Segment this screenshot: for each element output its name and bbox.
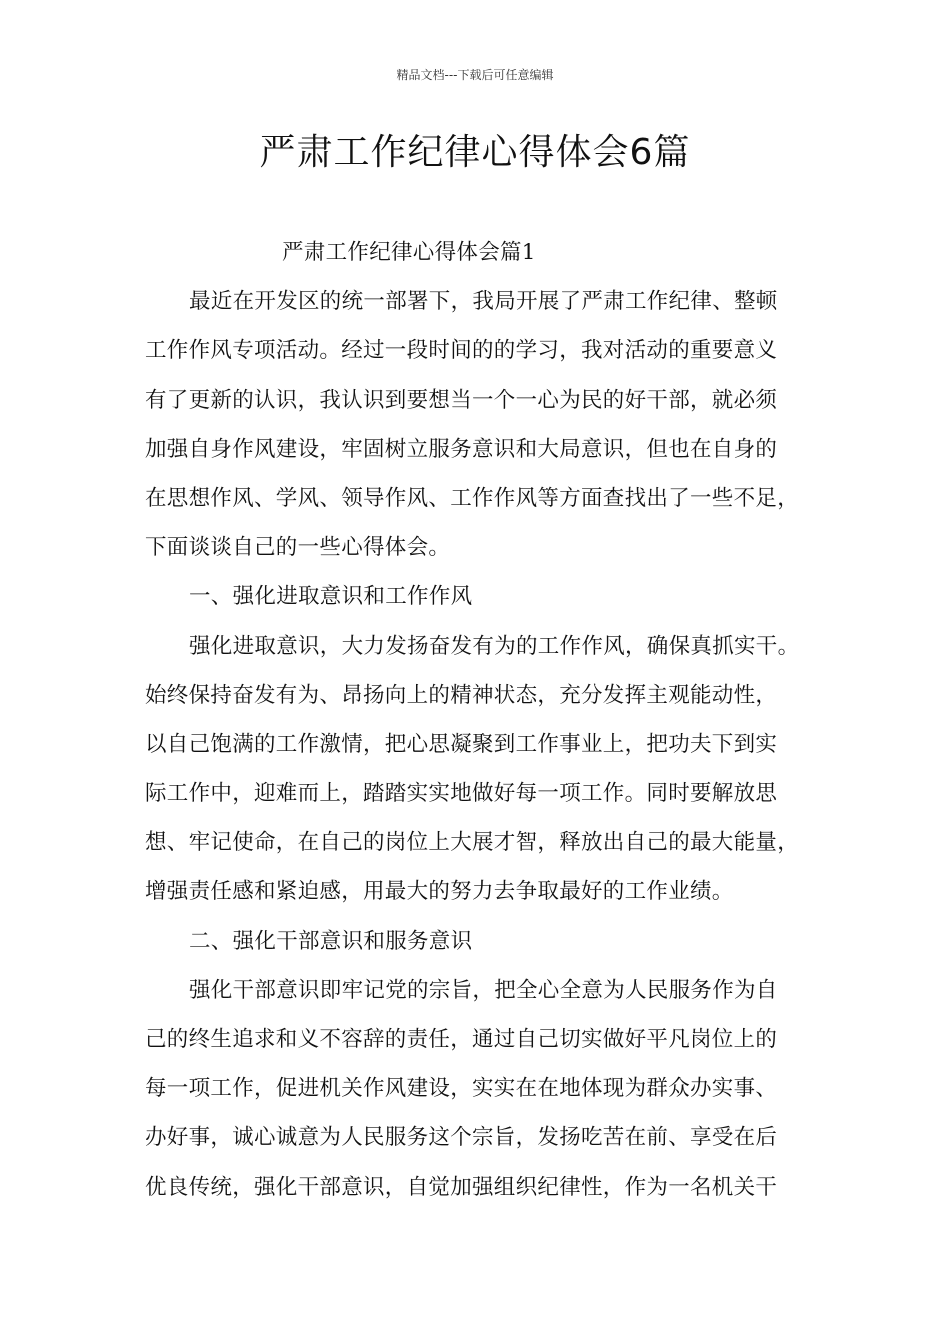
text-line: 强化进取意识，大力发扬奋发有为的工作作风，确保真抓实干。	[189, 633, 800, 659]
text-line: 己的终生追求和义不容辞的责任，通过自己切实做好平凡岗位上的	[145, 1027, 778, 1052]
text-line: 最近在开发区的统一部署下，我局开展了严肃工作纪律、整顿	[189, 289, 778, 315]
text-line: 际工作中，迎难而上，踏踏实实地做好每一项工作。同时要解放思	[145, 781, 778, 807]
text-line: 一、强化进取意识和工作作风	[189, 584, 473, 610]
text-line: 工作作风专项活动。经过一段时间的的学习，我对活动的重要意义	[145, 338, 778, 364]
text-line: 办好事，诚心诚意为人民服务这个宗旨，发扬吃苦在前、享受在后	[145, 1125, 778, 1151]
paragraph-lines	[145, 277, 825, 1212]
text-line: 想、牢记使命，在自己的岗位上大展才智，释放出自己的最大能量，	[145, 830, 800, 856]
text-line: 始终保持奋发有为、昂扬向上的精神状态，充分发挥主观能动性，	[145, 682, 778, 708]
text-line: 优良传统，强化干部意识，自觉加强组织纪律性，作为一名机关干	[145, 1174, 778, 1200]
header-note: 精品文档---下载后可任意编辑	[396, 68, 554, 82]
text-line: 每一项工作，促进机关作风建设，实实在在地体现为群众办实事、	[145, 1076, 778, 1102]
text-line: 以自己饱满的工作激情，把心思凝聚到工作事业上，把功夫下到实	[145, 731, 778, 757]
text-line: 增强责任感和紧迫感，用最大的努力去争取最好的工作业绩。	[145, 879, 734, 905]
page-title: 严肃工作纪律心得体会6篇	[259, 132, 691, 173]
section-subtitle: 严肃工作纪律心得体会篇1	[282, 240, 536, 265]
text-line: 二、强化干部意识和服务意识	[189, 928, 473, 954]
text-line: 加强自身作风建设，牢固树立服务意识和大局意识，但也在自身的	[145, 436, 778, 462]
document-body	[145, 228, 825, 1212]
text-line: 强化干部意识即牢记党的宗旨，把全心全意为人民服务作为自	[189, 977, 778, 1003]
text-line: 在思想作风、学风、领导作风、工作作风等方面查找出了一些不足，	[145, 485, 800, 511]
text-line: 有了更新的认识，我认识到要想当一个一心为民的好干部，就必须	[145, 387, 778, 413]
text-line: 下面谈谈自己的一些心得体会。	[145, 535, 451, 561]
